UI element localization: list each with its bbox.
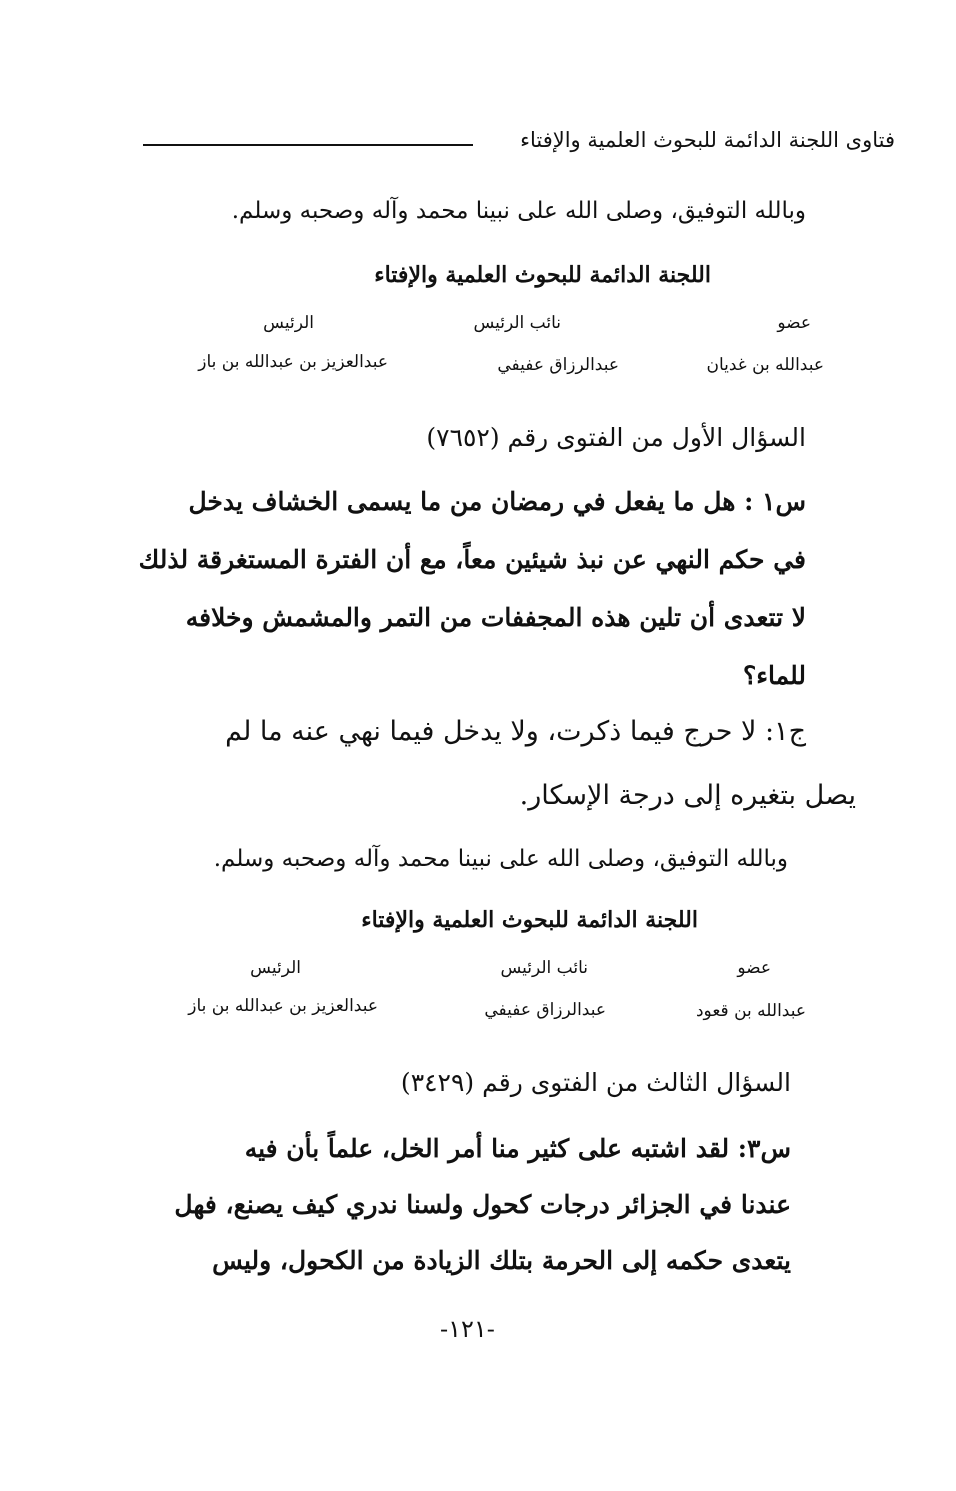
role-chair-2: الرئيس [250,958,301,978]
name-member-2: عبدالله بن قعود [695,1001,806,1021]
role-member-2: عضو [737,958,771,978]
fatwa-3-title: السؤال الثالث من الفتوى رقم (٣٤٢٩) [400,1068,791,1097]
role-member-1: عضو [777,313,811,333]
fatwa-1-answer-line-1: ج١: لا حرج فيما ذكرت، ولا يدخل فيما نهي عنه ما لم [225,716,806,747]
fatwa-1-question-line-4: للماء؟ [743,661,806,690]
name-deputy-2: عبدالرزاق عفيفي [484,1000,606,1020]
fatwa-1-question-line-2: في حكم النهي عن نبذ شيئين معاً، مع أن الفترة المستغرقة لذلك [138,545,806,574]
committee-name-1: اللجنة الدائمة للبحوث العلمية والإفتاء [374,262,711,288]
name-chair-1: عبدالعزيز بن عبدالله بن باز [198,352,388,372]
closing-line-1: وبالله التوفيق، وصلى الله على نبينا محمد وآله وصحبه وسلم. [231,198,806,224]
fatwa-3-question-line-3: يتعدى حكمه إلى الحرمة بتلك الزيادة من الكحول، وليس [212,1246,791,1275]
name-deputy-1: عبدالرزاق عفيفي [497,355,619,375]
closing-line-2: وبالله التوفيق، وصلى الله على نبينا محمد وآله وصحبه وسلم. [213,846,788,872]
fatwa-1-question-line-3: لا تتعدى أن تلين هذه المجففات من التمر والمشمش وخلافه [185,603,806,632]
fatwa-1-answer-line-2: يصل بتغيره إلى درجة الإسكار. [519,780,856,811]
role-chair-1: الرئيس [263,313,314,333]
committee-name-2: اللجنة الدائمة للبحوث العلمية والإفتاء [361,907,698,933]
header-rule [143,144,473,146]
fatwa-1-title: السؤال الأول من الفتوى رقم (٧٦٥٢) [426,423,806,452]
name-member-1: عبدالله بن غديان [706,355,824,375]
role-deputy-1: نائب الرئيس [473,313,561,333]
name-chair-2: عبدالعزيز بن عبدالله بن باز [188,996,378,1016]
running-header [143,120,895,170]
fatwa-3-question-line-1: س٣: لقد اشتبه على كثير منا أمر الخل، علماً بأن فيه [244,1134,791,1163]
role-deputy-2: نائب الرئيس [500,958,588,978]
fatwa-1-question-line-1: س١ : هل ما يفعل في رمضان من ما يسمى الخشاف يدخل [188,487,806,516]
page-number: -١٢١- [440,1315,495,1343]
header-title: فتاوى اللجنة الدائمة للبحوث العلمية والإفتاء [520,128,895,152]
fatwa-3-question-line-2: عندنا في الجزائر درجات كحول ولسنا ندري كيف يصنع، فهل [174,1190,791,1219]
